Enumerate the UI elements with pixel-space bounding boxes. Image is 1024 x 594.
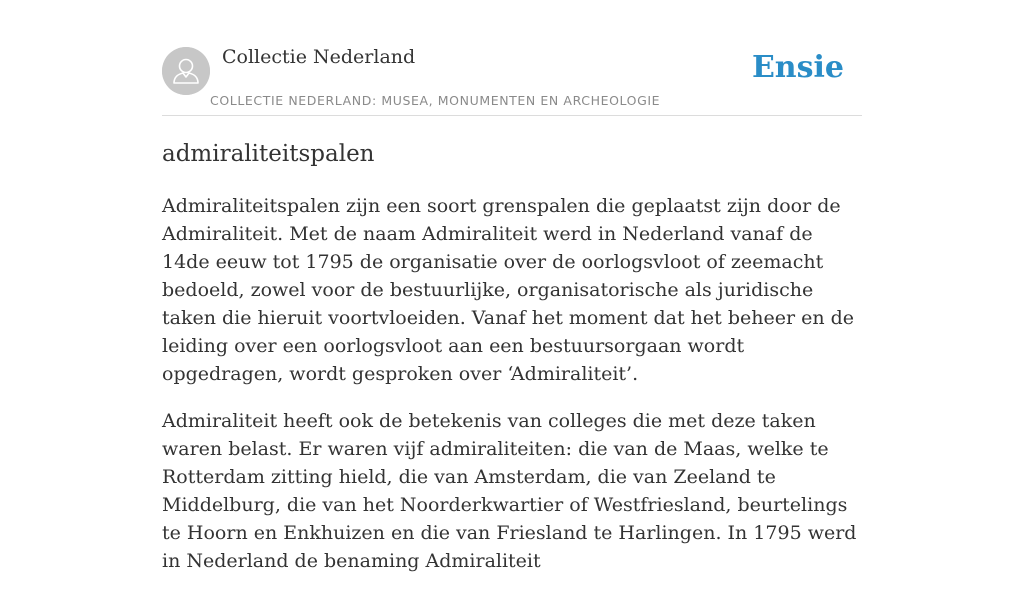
article-title: admiraliteitspalen — [162, 141, 375, 167]
article-paragraph: Admiraliteit heeft ook de betekenis van colleges die met deze taken waren belast. Er waren vijf admiraliteiten: die van de Maas, welke te Rotterdam zitting hield, die van Amsterdam, die van Zeeland te Middelburg, die van het Noorderkwartier of Westfriesland, beurtelings te Hoorn en Enkhuizen en die van Friesland te Harlingen. In 1795 werd in Nederland de benaming Admiraliteit — [162, 410, 857, 572]
author-name-link[interactable]: Collectie Nederland — [222, 46, 416, 68]
avatar[interactable] — [162, 47, 210, 95]
article — [162, 138, 862, 594]
article-paragraph: Admiraliteitspalen zijn een soort grenspalen die geplaatst zijn door de Admiraliteit. Met de naam Admiraliteit werd in Nederland vanaf de 14de eeuw tot 1795 de organisatie over de oorlogsvloot of zeemacht bedoeld, zowel voor de bestuurlijke, organisatorische als juridische taken die hieruit voortvloeiden. Vanaf het moment dat het beheer en de leiding over een oorlogsvloot aan een bestuursorgaan wordt opgedragen, wordt gesproken over ‘Admiraliteit’. — [162, 195, 854, 385]
author-header — [162, 40, 862, 116]
author-subtitle: COLLECTIE NEDERLAND: MUSEA, MONUMENTEN EN ARCHEOLOGIE — [210, 93, 661, 108]
brand-logo[interactable]: Ensie — [751, 50, 844, 85]
user-silhouette-icon — [162, 47, 210, 95]
